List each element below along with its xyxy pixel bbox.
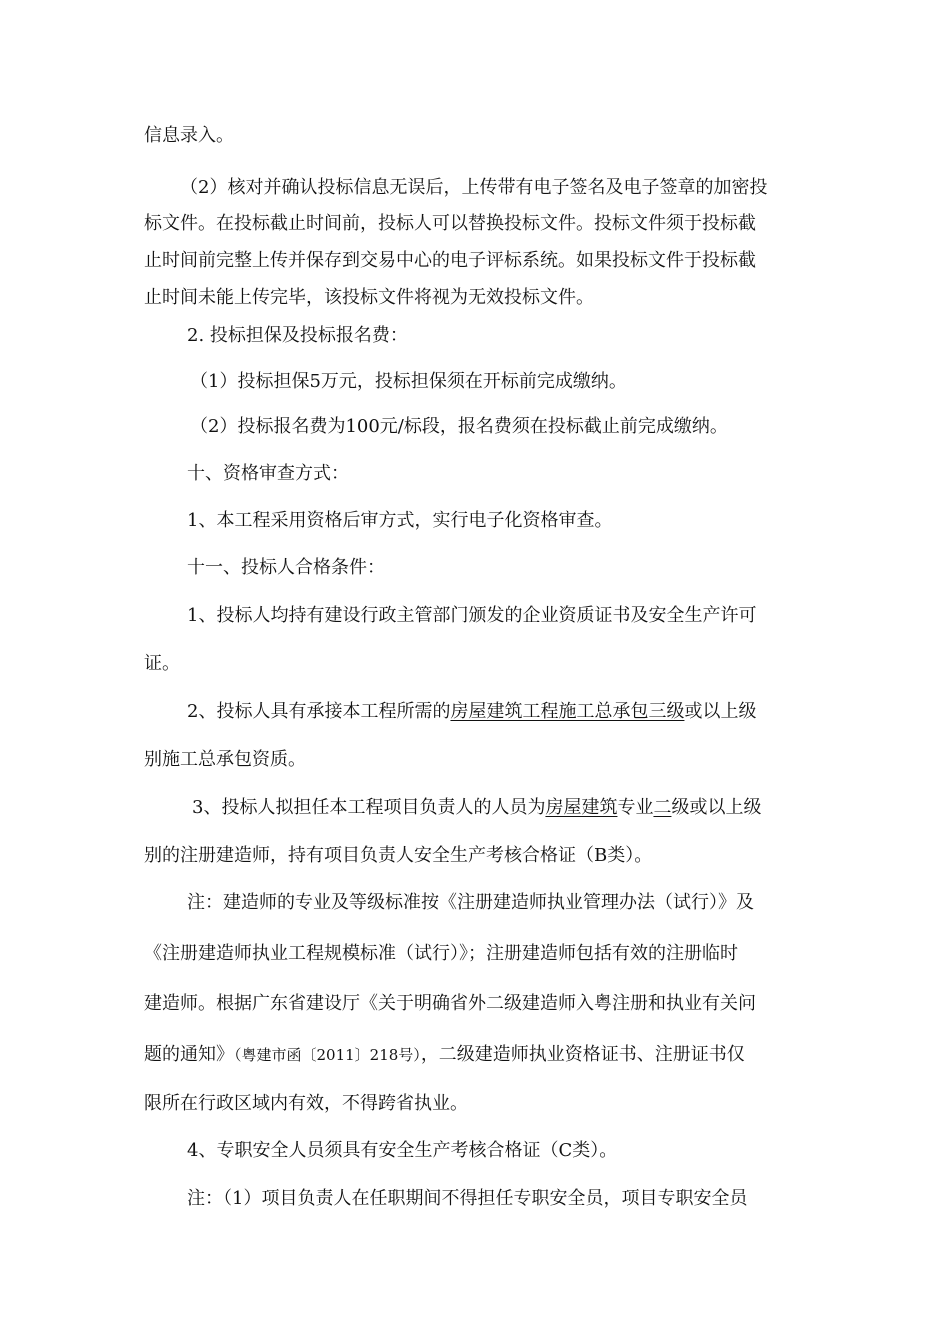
- note-line: 建造师。根据广东省建设厅《关于明确省外二级建造师入粤注册和执业有关问: [144, 993, 756, 1014]
- document-reference: （粤建市函〔2011〕218号）: [234, 1046, 421, 1064]
- paragraph-line: 证。: [144, 653, 180, 674]
- note-line: 注：建造师的专业及等级标准按《注册建造师执业管理办法（试行）》及: [187, 892, 754, 913]
- text-run: ，二级建造师执业资格证书、注册证书仅: [420, 1044, 745, 1065]
- text-run: 专业: [617, 797, 654, 818]
- paragraph-line: （2）投标报名费为100元/标段，报名费须在投标截止前完成缴纳。: [190, 416, 728, 437]
- section-heading: 十一、投标人合格条件：: [187, 557, 385, 578]
- text-run: 2、投标人具有承接本工程所需的: [187, 701, 451, 722]
- paragraph-line: 别施工总承包资质。: [144, 749, 306, 770]
- note-line: 限所在行政区域内有效，不得跨省执业。: [144, 1093, 468, 1114]
- paragraph-line: [187, 700, 950, 724]
- underlined-qualification: 房屋建筑工程施工总承包三级: [450, 701, 685, 722]
- paragraph-line: 4、专职安全人员须具有安全生产考核合格证（C类）。: [187, 1140, 618, 1161]
- paragraph-line: 信息录入。: [144, 125, 234, 146]
- section-heading: 2. 投标担保及投标报名费：: [187, 325, 408, 346]
- note-line: [144, 1043, 950, 1067]
- paragraph-line: 1、本工程采用资格后审方式，实行电子化资格审查。: [187, 510, 613, 531]
- underlined-grade: 二: [653, 797, 672, 818]
- underlined-specialty: 房屋建筑: [545, 797, 618, 818]
- note-line: 注：（1）项目负责人在任职期间不得担任专职安全员，项目专职安全员: [187, 1188, 748, 1209]
- paragraph-line: 止时间前完整上传并保存到交易中心的电子评标系统。如果投标文件于投标截: [144, 250, 756, 271]
- section-heading: 十、资格审查方式：: [187, 463, 349, 484]
- paragraph-line: （1）投标担保5万元，投标担保须在开标前完成缴纳。: [190, 371, 627, 392]
- paragraph-line: [192, 796, 950, 820]
- text-run: 3、投标人拟担任本工程项目负责人的人员为: [192, 797, 546, 818]
- paragraph-line: 止时间未能上传完毕，该投标文件将视为无效投标文件。: [144, 287, 594, 308]
- paragraph-line: 标文件。在投标截止时间前，投标人可以替换投标文件。投标文件须于投标截: [144, 213, 756, 234]
- paragraph-line: 别的注册建造师，持有项目负责人安全生产考核合格证（B类）。: [144, 845, 653, 866]
- text-run: 或以上级: [684, 701, 757, 722]
- text-run: 级或以上级: [671, 797, 762, 818]
- paragraph-line: 1、投标人均持有建设行政主管部门颁发的企业资质证书及安全生产许可: [187, 605, 757, 626]
- text-run: 题的通知》: [144, 1044, 234, 1065]
- paragraph-line: （2）核对并确认投标信息无误后，上传带有电子签名及电子签章的加密投: [180, 177, 768, 198]
- note-line: 《注册建造师执业工程规模标准（试行）》；注册建造师包括有效的注册临时: [144, 943, 738, 964]
